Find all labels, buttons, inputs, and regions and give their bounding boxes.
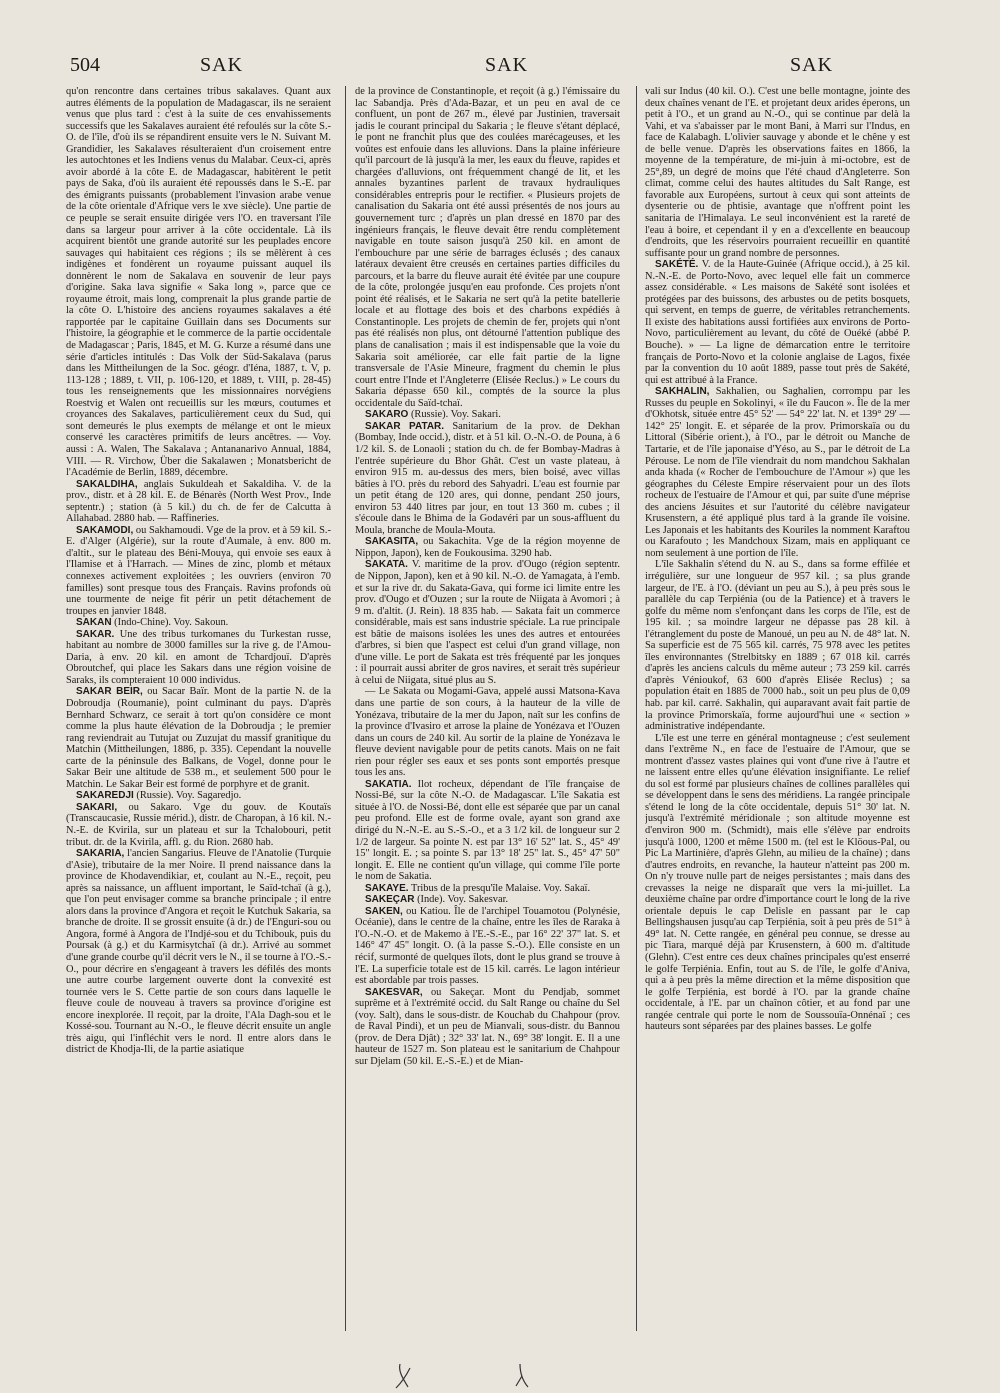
- entry-sakecar: [355, 894, 620, 906]
- entry-sakar: [66, 629, 331, 687]
- pencil-marks: [370, 1360, 570, 1390]
- entry-sakaro: [355, 409, 620, 421]
- column-1: [66, 86, 331, 1336]
- entry-sakari: [66, 802, 331, 848]
- entry-text: anglais Sukuldeah et Sakaldiha. V. de la prov., distr. et à 28 kil. E. de Bénarès (North West Prov., Inde septentr.) ; station (à 5 kil.) du ch. de fer de Calcutta à Allahabad. 2880 hab. — Raffineries.: [66, 478, 331, 525]
- entry-text: ou Sacar Baïr. Mont de la partie N. de la Dobroudja (Roumanie), point culminant du pays. D'après Bernhard Schwarz, ce serait à tort qu'on considère ce mont comme la plus haute élévation de la Dobroudja ; le premier rang reviendrait au Tutujat ou Zuzujat du massif granitique du Matchin (Mittheilungen, 1886, p. 335). Cependant la nouvelle carte de la péninsule des Balkans, de Vogel, donne pour le Sakar Beir une altitude de 538 m., et seulement 500 pour le Matchin. Le Sakar Beir est formé de porphyre et de granit.: [66, 686, 331, 790]
- column-3: [645, 86, 910, 1336]
- entry-text: l'ancien Sangarius. Fleuve de l'Anatolie (Turquie d'Asie), tributaire de la mer Noire. Il prend naissance dans la province de Khodavendikiar, et, coulant au N.-E., reçoit, peu après sa naissance, un affluent important, le Saïd-tchaï (à g.), que l'on peut envisager comme sa branche principale ; il entre alors dans la province d'Angora et reçoit le Kutchuk Sakaria, sa branche de droite. Il se grossit ensuite (à dr.) de l'Enguri-sou ou Angora, formé à Angora de l'Indjé-sou et du Tchibouk, puis du Poursak (à g.) et du Karmisytchaï (à dr.). Arrivé au sommet d'une grande courbe qu'il décrit vers le N., il se tourne à l'O.-S.-O., pour décrire en s'engageant à travers les défilés des monts une autre courbe largement ouverte dont la convexité est tournée vers le S. Cette partie de son cours dans laquelle le fleuve coule de nouveau à travers sa province d'origine est encore inexplorée. Il reçoit, par la droite, l'Ala Dagh-sou et le Kossé-sou. Tournant au N.-O., le fleuve décrit ensuite un angle très aigu, qui l'infléchit vers le nord. Il entre alors dans le district de Khodja-Ili, de la partie asiatique: [66, 848, 331, 1056]
- entry-text: Tribus de la presqu'île Malaise. Voy. Sakaï.: [410, 882, 591, 894]
- paragraph: — Le Sakata ou Mogami-Gava, appelé aussi Matsona-Kava dans une partie de son cours, à la hauteur de la ville de Yonézava, tributaire de la mer du Japon, naît sur les confins de la province d'Ivasiro et arrose la plaine de Yonézava et l'Ouzen dans un cours de 240 kil. Au sortir de la plaine de Yonézava le fleuve devient navigable pour de petits canots. Mais on ne fait rien pour régler ses eaux et ses ponts sont emportés presque tous les ans.: [355, 686, 620, 779]
- entry-sakan: [66, 617, 331, 629]
- running-head-right: SAK: [790, 54, 834, 76]
- paragraph: vali sur Indus (40 kil. O.). C'est une belle montagne, jointe des deux chaînes venant de l'E. et projetant deux arides éperons, un petit à l'O., et un grand au N.-O., qui se continue par delà la Vahi, et va s'abaisser par le mont Bani, à Marri sur l'Indus, en face de Kalabagh. L'olivier sauvage y abonde et le chêne y est de belle venue. D'après les observations faites en 1866, la moyenne de la température, de mi-juin à mi-octobre, est de 25°,89, un degré de moins que l'été chaud d'Angleterre. Son climat, comme celui des hautes altitudes du Salt Range, est favorable aux Européens, surtout à ceux qui sont atteints de dysenterie ou de phtisie, avantage que n'offrent point les sanitaria de l'Himalaya. Le seul inconvénient est la rareté de l'eau à boire, et cependant il y en a d'excellente en beaucoup d'endroits, que les réservoirs pourraient recueillir en quantité suffisante pour un grand nombre de personnes.: [645, 86, 910, 259]
- entry-text: ou Katiou. Île de l'archipel Touamotou (Polynésie, Océanie), dans le centre de la chaîne, entre les îles de Raraka à l'O.-N.-O. et de Makemo à l'E.-S.-E., par 16° 22' 37" lat. S. et 146° 47' 45" longit. O. (à la passe S.-O.). Elle consiste en un récif, surmonté de quelques îlots, dont le plus grand se trouve à l'E. La superficie totale est de 15 kil. carrés. Le lagon intérieur est abordable par trois passes.: [355, 905, 620, 987]
- entry-text: Sakhalien, ou Saghalien, corrompu par les Russes du peuple en Sokolinyi, « île du Faucon ». Île de la mer d'Okhotsk, située entre 45° 52' — 54° 22' lat. N. et 139° 29' — 142° 25' longit. E. et séparée de la prov. Primorskaïa ou du Littoral (Sibérie orient.), à l'O., par le détroit ou Manche de Tartarie, et de l'île japonaise d'Yéso, au S., par le détroit de La Pérouse. Le nom de l'île viendrait du nom mandchou Sakhalan anda khada (« Rocher de l'embouchure de l'Amour ») que les géographes du Céleste Empire réservaient pour un des îlots rocheux de l'estuaire de l'Amour et qui, par suite d'une méprise des anciens Jésuites et sur l'autorité du célèbre navigateur Krusenstern, a été appliqué plus tard à la grande île voisine. Les Japonais et les habitants des Kouriles la nomment Karaftou ou Karafouto ; les Mandchoux Sizam, mais en appliquant ce nom seulement à une portion de l'île.: [645, 386, 910, 559]
- entry-headword: SAKEÇAR: [365, 894, 415, 906]
- entry-headword: SAKARI,: [76, 801, 118, 813]
- entry-sakamodi: [66, 525, 331, 617]
- entry-sakhalin: [645, 386, 910, 559]
- page-number: 504: [70, 54, 100, 76]
- entry-sakatia: [355, 779, 620, 883]
- entry-text: (Inde). Voy. Sakesvar.: [417, 894, 509, 906]
- entry-sakesvar: [355, 987, 620, 1068]
- paragraph: L'île Sakhalin s'étend du N. au S., dans sa forme effilée et irrégulière, sur une longueur de 957 kil. ; sa plus grande largeur, de l'E. à l'O. (déviant un peu au S.), à peu près sous le parallèle du cap Terpiénia (ou de la Patience) et à travers le golfe du même nom s'enfonçant dans les corps de l'île, est de 195 kil. ; sa moindre largeur ne dépasse pas 28 kil. à l'étranglement du poste de Manoué, un peu au N. de 48° lat. N. Sa superficie est de 75 565 kil. carrés, 75 978 avec les petites îles environnantes (Strelbitsky en 1889 ; 67 018 kil. carrés d'après les anciens calculs du même auteur ; 73 259 kil. carrés d'après Vénioukof, 63 600 d'après Elisée Reclus) ; sa population était en 1885 de 7000 hab., soit un peu plus de 0,09 hab. par kil. carré. Sakhalin, qui auparavant avait fait partie de la province Primorskaïa, forme aujourd'hui une « section » administrative indépendante.: [645, 559, 910, 733]
- entry-sakaldiha: [66, 479, 331, 525]
- entry-sakaye: [355, 883, 620, 895]
- page-header: [70, 52, 970, 82]
- column-rule: [636, 86, 637, 1331]
- entry-headword: SAKAR BEIR,: [76, 686, 143, 698]
- entry-text: ou Sakaro. Vge du gouv. de Koutaïs (Transcaucasie, Russie mérid.), distr. de Charopan, à 16 kil. N.-N.-E. de Kvirila, sur un plateau et sur la Tchalobouri, petit tribut. dr. de la Kvirila, affl. g. du Rion. 2680 hab.: [66, 801, 331, 848]
- paragraph: qu'on rencontre dans certaines tribus sakalaves. Quant aux autres éléments de la population de Madagascar, ils ne seraient venus que plus tard : c'est à la suite de ces envahissements successifs que les Sakalaves auraient été refoulés sur la côte S.-O. de l'île, d'où ils se répandirent ensuite vers le N. Suivant M. Grandidier, les Sakalaves résulteraient d'un croisement entre les autochtones et les Indiens venus du Malabar. Ceux-ci, après avoir abordé à la côte E. de Madagascar, habitèrent le petit pays de Saka, d'où ils auraient été repoussés dans le S.-E. par des émigrants puissants (probablement l'invasion arabe venue de la côte orientale d'Afrique vers le xve siècle). Une partie de ce peuple se serait ensuite dirigée vers l'O. en traversant l'île dans sa largeur pour arriver à la côte occidentale. Là ils acquirent bientôt une grande autorité sur les peuplades encore sauvages qui habitaient ces régions ; ils se mêlèrent à ces indigènes et fondèrent un royaume puissant auquel ils donnèrent le nom de Sakalava en souvenir de leur pays d'origine. Saka lava signifie « Saka long », parce que ce royaume étroit, mais long, comprenait la plus grande partie de la côte O. L'histoire des anciens royaumes sakalaves a été rapportée par le capitaine Guillain dans ses Documents sur l'histoire, la géographie et le commerce de la partie occidentale de Madagascar ; Paris, 1845, et M. G. Kurze a résumé dans une série d'articles intitulés : Das Volk der Süd-Sakalava (parus dans les Mittheilungen de la Soc. géogr. d'Iéna, 1887, t. V, p. 113-128 ; 1889, t. VII, p. 106-120, et 1889, t. VIII, p. 28-45) tous les renseignements que les missionnaires norvégiens Roestvig et Walen ont recueillis sur les mœurs, coutumes et croyances des Sakalaves, particulièrement ceux du Sud, qui sont demeurés le plus exempts de mélange et ont le mieux conservé les caractères primitifs de leurs ancêtres. — Voy. aussi : A. Walen, The Sakalava ; Antananarivo Annual, 1884, VIII. — R. Virchow, Über die Sakalawen ; Monatsbericht de l'Académie de Berlin, 1889, décembre.: [66, 86, 331, 479]
- entry-text: Une des tribus turkomanes du Turkestan russe, habitant au nombre de 3000 familles sur la rive g. de l'Amou-Daria, à env. 20 kil. en amont de Tchardjouï. D'après Obroutchef, qui place les Sakars dans une région voisine de Saraks, ils compteraient 10 000 individus.: [66, 628, 331, 686]
- entry-text: (Indo-Chine). Voy. Sakoun.: [114, 617, 229, 629]
- entry-headword: SAKAREDJI: [76, 790, 134, 802]
- entry-sakar-patar: [355, 421, 620, 536]
- entry-headword: SAKAN: [76, 617, 112, 629]
- paragraph: de la province de Constantinople, et reçoit (à g.) l'émissaire du lac Sabandja. Près d'Ada-Bazar, et un peu en aval de ce confluent, un pont de 267 m., élevé par Justinien, traversait jadis le courant principal du Sakaria ; le fleuve s'étant déplacé, le pont ne franchit plus que des coulées marécageuses, et les voûtes est enfouie dans les alluvions. Dans la plaine inférieure qu'il parcourt de là jusqu'à la mer, les eaux du fleuve, rapides et chargées d'alluvions, ont fréquemment changé de lit, et les annales byzantines parlent de travaux hydrauliques considérables entrepris pour le rectifier. « Plusieurs projets de canalisation du Sakaria ont été aussi présentés de nos jours au gouvernement turc ; d'après un plan dressé en 1870 par des ingénieurs français, le fleuve devait être rendu complètement navigable en toute saison jusqu'à 250 kil. en amont de l'embouchure par une série de barrages éclusés ; des canaux latéraux devaient être creusés en certaines parties difficiles du parcours, et la barre du fleuve aurait été évitée par une coupure de la côte, prolongée jusqu'en eau profonde. Ces projets n'ont point été réalisés, et le Sakaria ne sert qu'à la petite batellerie locale et au flottage des bois et des charbons expédiés à Constantinople. Les projets de chemin de fer, projets qui n'ont pas été réalisés non plus, ont détourné l'attention publique des plans de canalisation ; mais il est indispensable que la voie du Sakaria soit améliorée, car elle fait partie de la ligne transversale de l'Asie Mineure, fragment du chemin le plus court entre l'Inde et l'Angleterre (Elisée Reclus.) » Le cours du Sakaria dépasse 650 kil., comptés de la source la plus occidentale du Saïd-tchaï.: [355, 86, 620, 409]
- entry-headword: SAKALDIHA,: [76, 478, 138, 490]
- entry-headword: SAKARO: [365, 409, 409, 421]
- paragraph: L'île est une terre en général montagneuse ; c'est seulement dans l'extrême N., en face de l'estuaire de l'Amour, que se montrent d'assez vastes plaines qui vont d'une rive à l'autre et ne laissent entre elles qu'une élévation insignifiante. Le relief du sol est formé par plusieurs chaînes de collines parallèles qui se développent dans le sens des méridiens. La rangée principale s'étend le long de la côte occidentale, depuis 51° 30' lat. N. jusqu'à l'extrémité méridionale ; son altitude moyenne est d'environ 900 m. (Schmidt), mais elle s'élève par endroits jusqu'à 1000, 1200 et même 1500 m. (tel est le Klöous-Pal, ou Pic La Martinière, d'après Glehn, au milieu de la chaîne) ; dans d'autres endroits, en revanche, la hauteur n'atteint pas 200 m. On n'y trouve nulle part de neiges persistantes ; mais dans des crevasses la neige ne disparaît que vers la mi-juillet. La deuxième chaîne par ordre d'importance court le long de la rive orientale depuis le cap Delisle en passant par le cap Bellingshausen jusqu'au cap Terpiénia, soit à peu près de 51° à 49° lat. N. Cette rangée, en général peu connue, se dresse au pic Tiara, marqué déjà par Krusenstern, à 600 m. d'altitude (Glehn). C'est entre ces deux chaînes principales qu'est enserré le golfe Terpiénia. Enfin, tout au S. de l'île, le golfe d'Aniva, qui a à peu près la même direction et la même disposition que le golfe Terpiénia, est bordé à l'O. par la grande chaîne occidentale, à l'E. par un chaînon côtier, et au fond par une rangée centrale qui porte le nom de Soussouïa-Onnénaï ; ces hauteurs sont séparées par des plaines basses. Le golfe: [645, 732, 910, 1033]
- entry-text: (Russie). Voy. Sakari.: [410, 409, 501, 421]
- entry-text: Sanitarium de la prov. de Dekhan (Bombay, Inde occid.), distr. et à 51 kil. O.-N.-O. de Pouna, à 6 1/2 kil. S. de Lonaoli ; station du ch. de fer Bombay-Madras à l'entrée supérieure du Bhor Ghât. C'est un vaste plateau, à environ 915 m. au-dessus des mers, bien boisé, avec villas bâties à l'O. près du rebord des Sahyadri. L'eau est fournie par un petit étang de 120 ares, qui donne, pendant 250 jours, environ 53 440 litres par jour, en tout 13 360 m. cubes ; il s'écoule dans le Bhima de la Godavéri par un sous-affluent du Moula, branche de Moula-Mouta.: [355, 420, 620, 536]
- entry-sakete: [645, 259, 910, 386]
- entry-text: (Russie). Voy. Sagaredjo.: [136, 790, 242, 802]
- entry-text: V. maritime de la prov. d'Ougo (région septentr. de Nippon, Japon), ken et à 90 kil. N.-O. de Yamagata, à l'emb. et sur la rive dr. du Sakata-Gava, qui forme ici limite entre les prov. d'Ougo et d'Ouzen ; sur la route de Niigata à Avomori ; à 9 m. d'altit. (J. Rein). 18 835 hab. — Sakata fait un commerce considérable, mais est sans industrie spéciale. La rue principale est bâtie de maisons isolées les unes des autres et entourées d'arbres, si bien que l'aspect est celui d'un grand village, non d'une ville. Le port de Sakata est très fréquenté par les jonques : il pourrait aussi abriter de gros navires, et serait très supérieur à celui de Niigata, situé plus au S.: [355, 559, 620, 686]
- entry-text: V. de la Haute-Guinée (Afrique occid.), à 25 kil. N.-N.-E. de Porto-Novo, avec lequel elle fait un commerce assez considérable. « Les maisons de Sakété sont isolées et protégées par des buissons, des arbustes ou de petits bosquets, qui servent, en temps de guerre, de véritables retranchements. Il existe des habitations aussi fortifiées aux environs de Porto-Novo, particulièrement au levant, du côté de Ouéké (abbé P. Bouche). » — La ligne de démarcation entre le territoire français de Porto-Novo et la colonie anglaise de Lagos, fixée par la convention du 10 août 1889, passe tout près de Sakété, qui est attribué à la France.: [645, 259, 910, 386]
- entry-sakaria: [66, 848, 331, 1056]
- entry-headword: SAKARIA,: [76, 848, 125, 860]
- entry-text: ou Sakachita. Vge de la région moyenne de Nippon, Japon), ken de Foukousima. 3290 hab.: [355, 536, 620, 559]
- entry-sakasita: [355, 536, 620, 559]
- entry-headword: SAKESVAR,: [365, 986, 423, 998]
- entry-headword: SAKAMODI,: [76, 524, 134, 536]
- entry-headword: SAKAR PATAR.: [365, 420, 445, 432]
- running-head-left: SAK: [200, 54, 244, 76]
- column-2: [355, 86, 620, 1336]
- running-head-center: SAK: [485, 54, 529, 76]
- entry-headword: SAKHALIN,: [655, 386, 710, 398]
- entry-headword: SAKAR.: [76, 628, 115, 640]
- entry-text: Ilot rocheux, dépendant de l'île française de Nossi-Bé, sur la côte N.-O. de Madagascar. L'île Sakatia est située à l'O. de Nossi-Bé, dont elle est séparée que par un canal peu profond. Elle est de forme ovale, ayant son grand axe dirigé du N.-N.-E. au S.-S.-O., et a 3 1/2 kil. de longueur sur 2 1/2 de largeur. Sa pointe N. est par 13° 16' 52" lat. S., 45° 49' 15" longit. E. ; sa pointe S. par 13° 18' 25" lat. S., 45° 47' 50" longit. E. Elle ne contient qu'un village, qui comme l'île porte le nom de Sakatia.: [355, 778, 620, 883]
- entry-headword: SAKÉTÉ.: [655, 259, 699, 271]
- entry-headword: SAKATA.: [365, 559, 408, 571]
- entry-saken: [355, 906, 620, 987]
- entry-headword: SAKATIA.: [365, 778, 412, 790]
- entry-headword: SAKEN,: [365, 905, 403, 917]
- entry-text: ou Sakeçar. Mont du Pendjab, sommet suprême et à l'extrémité occid. du Salt Range ou chaîne du Sel (voy. Salt), dans le sous-distr. de Kouchab du Chahpour (prov. de Raval Pindi), et un peu de Mianvali, sous-distr. du Bannou (prov. de Dera Djât) ; 32° 33' lat. N., 69° 38' longit. E. Il a une hauteur de 1527 m. Son plateau est le sanitarium de Chahpour sur Djelam (50 kil. E.-S.-E.) et de Mian-: [355, 986, 620, 1067]
- entry-headword: SAKASITA,: [365, 536, 419, 548]
- column-rule: [345, 86, 346, 1331]
- entry-sakar-beir: [66, 686, 331, 790]
- entry-text: ou Sakhamoudi. Vge de la prov. et à 59 kil. S.-E. d'Alger (Algérie), sur la route d'Aumale, à env. 800 m. d'altit., sur le plateau des Béni-Mouya, qui envoie ses eaux à l'Ilamise et à l'Harrach. — Mines de zinc, plomb et métaux connexes activement exploitées ; les ouvriers (environ 70 familles) sont presque tous des Français. Ravins profonds où une tourmente de neige fit périr un petit détachement de troupes en janvier 1848.: [66, 524, 331, 617]
- entry-headword: SAKAYE.: [365, 882, 409, 894]
- entry-sakaredji: [66, 790, 331, 802]
- entry-sakata: [355, 559, 620, 686]
